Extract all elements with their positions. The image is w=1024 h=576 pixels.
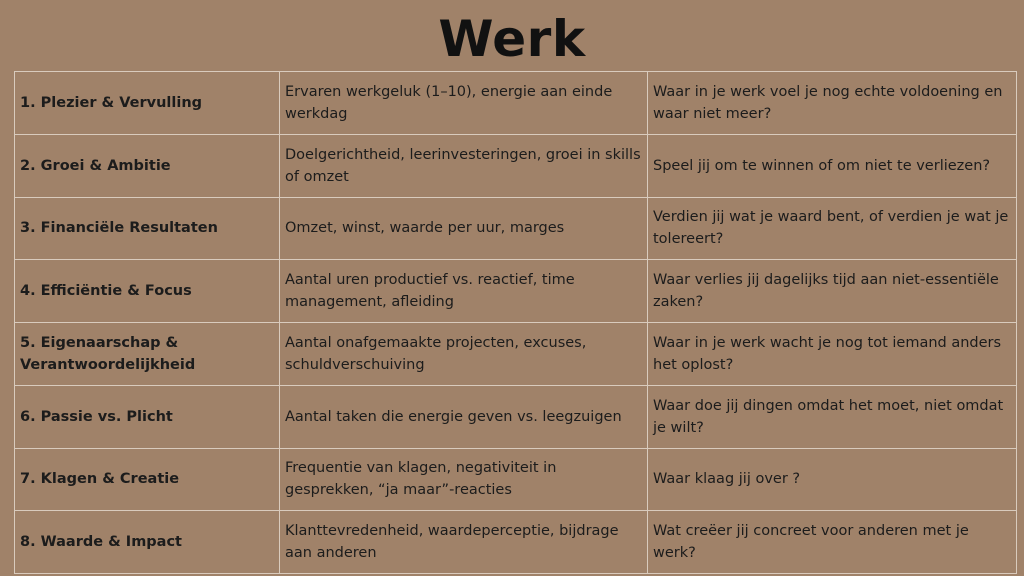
measure-cell: Aantal uren productief vs. reactief, time management, afleiding xyxy=(280,260,648,323)
table-row xyxy=(15,72,1017,135)
measure-cell: Frequentie van klagen, negativiteit in gesprekken, “ja maar”-reacties xyxy=(280,448,648,511)
category-cell: 7. Klagen & Creatie xyxy=(15,448,280,511)
question-cell: Waar doe jij dingen omdat het moet, niet omdat je wilt? xyxy=(648,385,1017,448)
category-cell: 4. Efficiëntie & Focus xyxy=(15,260,280,323)
table-row xyxy=(15,134,1017,197)
question-cell: Verdien jij wat je waard bent, of verdien je wat je tolereert? xyxy=(648,197,1017,260)
table-row xyxy=(15,511,1017,574)
page-title: Werk xyxy=(438,10,586,68)
table-row xyxy=(15,197,1017,260)
question-cell: Waar klaag jij over ? xyxy=(648,448,1017,511)
question-cell: Waar verlies jij dagelijks tijd aan niet-essentiële zaken? xyxy=(648,260,1017,323)
werk-table xyxy=(14,71,1017,574)
measure-cell: Aantal onafgemaakte projecten, excuses, schuldverschuiving xyxy=(280,323,648,386)
measure-cell: Doelgerichtheid, leerinvesteringen, groei in skills of omzet xyxy=(280,134,648,197)
category-cell: 6. Passie vs. Plicht xyxy=(15,385,280,448)
category-cell: 5. Eigenaarschap & Verantwoordelijkheid xyxy=(15,323,280,386)
question-cell: Waar in je werk wacht je nog tot iemand anders het oplost? xyxy=(648,323,1017,386)
measure-cell: Aantal taken die energie geven vs. leegzuigen xyxy=(280,385,648,448)
category-cell: 1. Plezier & Vervulling xyxy=(15,72,280,135)
question-cell: Waar in je werk voel je nog echte voldoening en waar niet meer? xyxy=(648,72,1017,135)
table-row xyxy=(15,385,1017,448)
category-cell: 8. Waarde & Impact xyxy=(15,511,280,574)
table-row xyxy=(15,260,1017,323)
measure-cell: Klanttevredenheid, waardeperceptie, bijdrage aan anderen xyxy=(280,511,648,574)
table-row xyxy=(15,323,1017,386)
measure-cell: Omzet, winst, waarde per uur, marges xyxy=(280,197,648,260)
category-cell: 2. Groei & Ambitie xyxy=(15,134,280,197)
category-cell: 3. Financiële Resultaten xyxy=(15,197,280,260)
question-cell: Speel jij om te winnen of om niet te verliezen? xyxy=(648,134,1017,197)
table-row xyxy=(15,448,1017,511)
question-cell: Wat creëer jij concreet voor anderen met je werk? xyxy=(648,511,1017,574)
measure-cell: Ervaren werkgeluk (1–10), energie aan einde werkdag xyxy=(280,72,648,135)
